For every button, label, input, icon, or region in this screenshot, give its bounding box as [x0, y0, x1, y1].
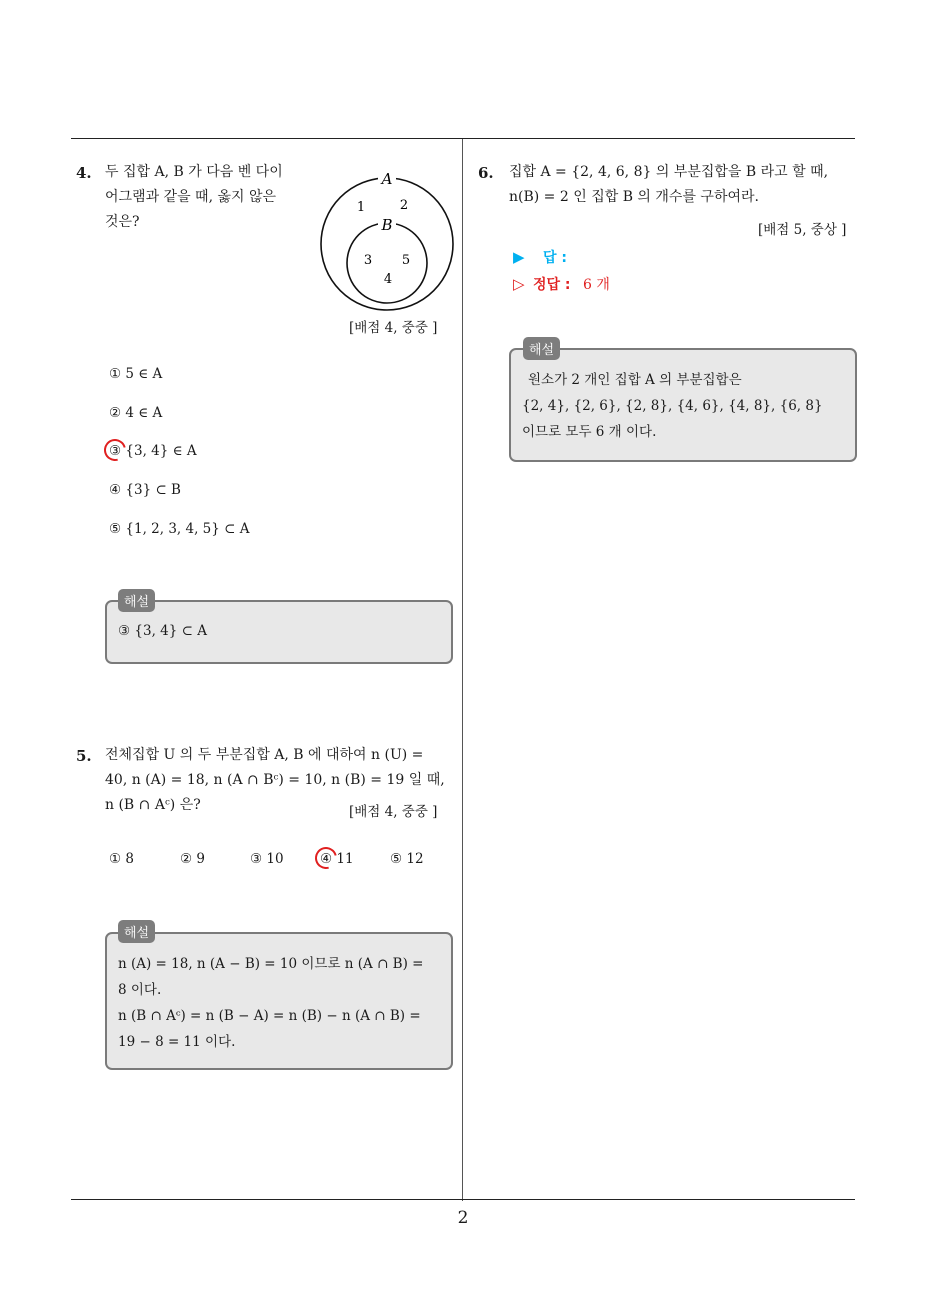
venn-element: 4 [383, 272, 393, 287]
q4-choice-1[interactable]: ① 5 ∈ A [109, 366, 163, 382]
bottom-rule [71, 1199, 855, 1200]
q5-solution-line: 19 − 8 = 11 이다. [118, 1034, 236, 1050]
q6-solution-line: 이므로 모두 6 개 이다. [522, 424, 657, 440]
venn-element: 3 [363, 253, 373, 268]
q5-choice-5[interactable]: ⑤ 12 [390, 851, 424, 867]
q4-number: 4. [76, 164, 92, 182]
venn-label-b: B [381, 216, 393, 234]
q5-solution-line: 8 이다. [118, 982, 162, 998]
q6-text [509, 160, 828, 210]
q5-line-1: 전체집합 U 의 두 부분집합 A, B 에 대하여 n (U) = [105, 747, 424, 763]
q5-score: [배점 4, 중중 ] [349, 804, 438, 820]
column-divider [462, 139, 463, 1201]
q4-choice-4[interactable]: ④ {3} ⊂ B [109, 482, 181, 498]
q6-correct-label: 정답 : [533, 277, 571, 293]
q5-line-3: n (B ∩ Aᶜ) 은? [105, 797, 201, 813]
q4-score: [배점 4, 중중 ] [349, 320, 438, 336]
q5-number: 5. [76, 747, 92, 765]
q6-solution-line: {2, 4}, {2, 6}, {2, 8}, {4, 6}, {4, 8}, {6, 8} [522, 398, 823, 414]
venn-element: 5 [401, 253, 411, 268]
q5-choice-1[interactable]: ① 8 [109, 851, 134, 867]
q4-answer-mark [100, 435, 130, 465]
q5-answer-mark [311, 843, 341, 873]
q6-number: 6. [478, 164, 494, 182]
q4-text [105, 160, 283, 235]
venn-element: 2 [399, 198, 409, 213]
venn-inner-circle [347, 223, 427, 303]
q6-correct-row [513, 274, 610, 294]
venn-element: 1 [356, 200, 366, 215]
q5-choice-4[interactable]: ④ 11 [320, 851, 354, 867]
q4-choice-3[interactable]: ③ {3, 4} ∈ A [109, 443, 197, 459]
q4-venn-diagram [318, 170, 458, 315]
q4-solution-line: ③ {3, 4} ⊂ A [118, 623, 207, 639]
q5-solution-tag: 해설 [118, 920, 155, 943]
q6-correct-value: 6 개 [582, 277, 610, 293]
q4-line-1: 두 집합 A, B 가 다음 벤 다이 [105, 164, 283, 180]
top-rule [71, 138, 855, 139]
q6-score: [배점 5, 중상 ] [758, 222, 847, 238]
q6-solution-line: 원소가 2 개인 집합 A 의 부분집합은 [528, 372, 742, 388]
page-number: 2 [457, 1208, 469, 1228]
q6-line-1: 집합 A = {2, 4, 6, 8} 의 부분집합을 B 라고 할 때, [509, 164, 829, 180]
q5-line-2: 40, n (A) = 18, n (A ∩ Bᶜ) = 10, n (B) = 19 일 때, [105, 772, 445, 788]
q4-solution-tag: 해설 [118, 589, 155, 612]
q6-line-2: n(B) = 2 인 집합 B 의 개수를 구하여라. [509, 189, 759, 205]
q6-solution-text [522, 367, 823, 445]
q5-choice-2[interactable]: ② 9 [180, 851, 205, 867]
q4-choice-5[interactable]: ⑤ {1, 2, 3, 4, 5} ⊂ A [109, 521, 250, 537]
q4-solution-text [118, 618, 207, 644]
q5-solution-line: n (A) = 18, n (A − B) = 10 이므로 n (A ∩ B) = [118, 956, 424, 972]
venn-label-a: A [381, 170, 393, 188]
play-outline-icon: ▷ [513, 275, 525, 293]
q5-solution-line: n (B ∩ Aᶜ) = n (B − A) = n (B) − n (A ∩ B) = [118, 1008, 421, 1024]
q4-line-3: 것은? [105, 214, 140, 230]
play-filled-icon: ▶ [513, 248, 525, 266]
q5-solution-text [118, 951, 423, 1055]
venn-outer-circle [321, 178, 453, 310]
q6-answer-label: 답 : [543, 250, 567, 266]
q6-solution-tag: 해설 [523, 337, 560, 360]
q4-choice-2[interactable]: ② 4 ∈ A [109, 405, 163, 421]
q6-answer-row [513, 247, 567, 267]
q5-choice-3[interactable]: ③ 10 [250, 851, 284, 867]
q4-line-2: 어그램과 같을 때, 옳지 않은 [105, 189, 277, 205]
